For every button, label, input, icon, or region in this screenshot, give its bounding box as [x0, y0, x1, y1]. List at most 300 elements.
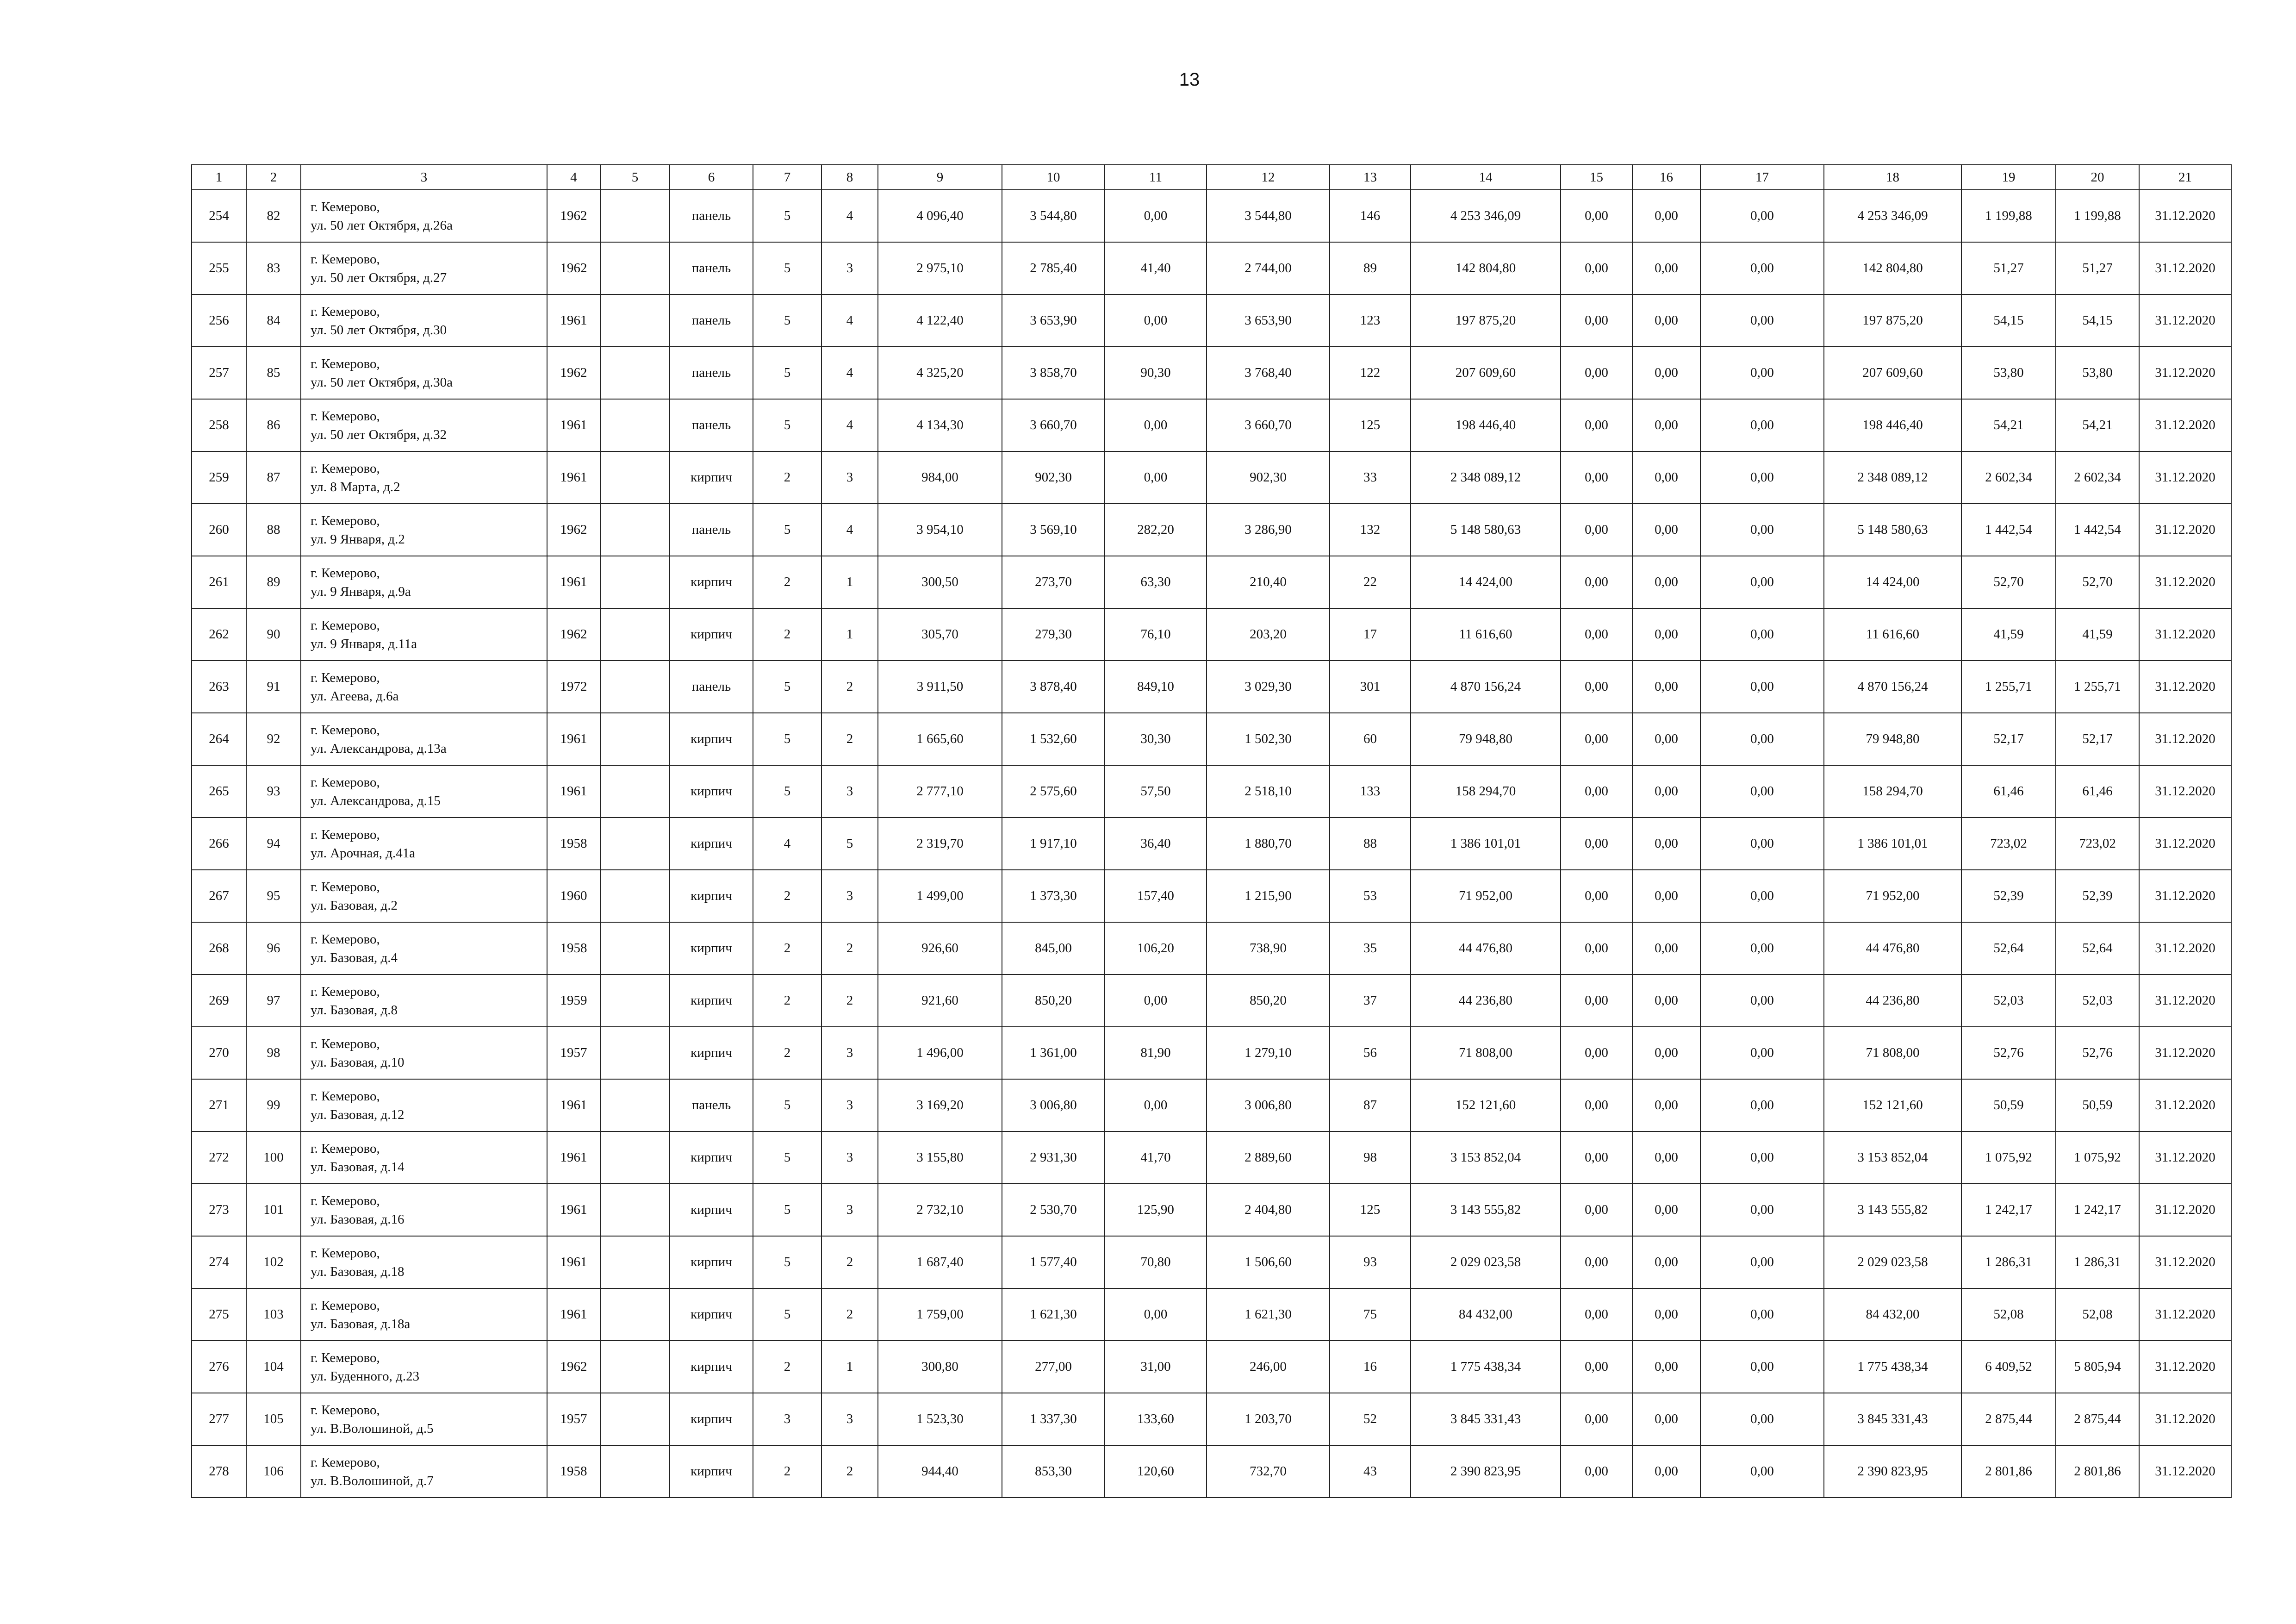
table-row [192, 1288, 2231, 1341]
cell-col-21: 31.12.2020 [2139, 870, 2231, 922]
cell-col-19: 6 409,52 [1961, 1341, 2056, 1393]
address-cell [301, 294, 547, 347]
cell-col-11: 36,40 [1105, 818, 1207, 870]
cell-col-10: 3 544,80 [1002, 190, 1105, 242]
cell-col-10: 2 785,40 [1002, 242, 1105, 294]
cell-col-10: 277,00 [1002, 1341, 1105, 1393]
cell-col-4: 1962 [547, 347, 600, 399]
cell-col-12: 3 286,90 [1207, 504, 1330, 556]
cell-col-7: 5 [753, 713, 821, 765]
cell-col-2: 102 [246, 1236, 301, 1288]
cell-col-7: 2 [753, 608, 821, 661]
address-cell [301, 242, 547, 294]
cell-col-9: 300,80 [878, 1341, 1002, 1393]
address-cell [301, 974, 547, 1027]
cell-col-16: 0,00 [1632, 818, 1700, 870]
address-city: г. Кемерово, [311, 565, 380, 581]
column-header: 2 [246, 165, 301, 190]
cell-col-17: 0,00 [1700, 1393, 1824, 1445]
address-city: г. Кемерово, [311, 618, 380, 633]
cell-col-18: 3 153 852,04 [1824, 1131, 1961, 1184]
cell-col-19: 41,59 [1961, 608, 2056, 661]
cell-col-8: 4 [821, 347, 878, 399]
table-row [192, 1027, 2231, 1079]
cell-col-18: 71 952,00 [1824, 870, 1961, 922]
cell-col-19: 53,80 [1961, 347, 2056, 399]
cell-col-19: 2 602,34 [1961, 451, 2056, 504]
cell-col-16: 0,00 [1632, 974, 1700, 1027]
table-row [192, 765, 2231, 818]
cell-col-6: кирпич [670, 556, 753, 608]
address-city: г. Кемерово, [311, 1350, 380, 1365]
address-cell [301, 1288, 547, 1341]
cell-col-4: 1961 [547, 294, 600, 347]
cell-col-12: 2 744,00 [1207, 242, 1330, 294]
cell-col-18: 198 446,40 [1824, 399, 1961, 451]
cell-col-14: 207 609,60 [1411, 347, 1561, 399]
cell-col-19: 1 242,17 [1961, 1184, 2056, 1236]
address-street: ул. Базовая, д.16 [311, 1212, 404, 1227]
address-street: ул. В.Волошиной, д.7 [311, 1473, 434, 1488]
cell-col-10: 845,00 [1002, 922, 1105, 974]
cell-col-21: 31.12.2020 [2139, 713, 2231, 765]
cell-col-5 [600, 818, 670, 870]
cell-col-4: 1961 [547, 556, 600, 608]
cell-col-12: 3 660,70 [1207, 399, 1330, 451]
cell-col-11: 31,00 [1105, 1341, 1207, 1393]
cell-col-14: 2 348 089,12 [1411, 451, 1561, 504]
cell-col-9: 2 777,10 [878, 765, 1002, 818]
cell-col-5 [600, 1131, 670, 1184]
cell-col-18: 3 845 331,43 [1824, 1393, 1961, 1445]
column-header: 6 [670, 165, 753, 190]
table-row [192, 1341, 2231, 1393]
cell-col-17: 0,00 [1700, 242, 1824, 294]
cell-col-10: 3 569,10 [1002, 504, 1105, 556]
table-body [192, 190, 2231, 1498]
cell-col-5 [600, 1288, 670, 1341]
cell-col-7: 5 [753, 661, 821, 713]
column-header: 15 [1561, 165, 1632, 190]
cell-col-8: 4 [821, 399, 878, 451]
cell-col-7: 5 [753, 1288, 821, 1341]
cell-col-6: панель [670, 1079, 753, 1131]
cell-col-4: 1958 [547, 818, 600, 870]
cell-col-13: 17 [1330, 608, 1411, 661]
cell-col-5 [600, 556, 670, 608]
cell-col-12: 902,30 [1207, 451, 1330, 504]
column-header: 5 [600, 165, 670, 190]
column-header: 10 [1002, 165, 1105, 190]
cell-col-4: 1959 [547, 974, 600, 1027]
cell-col-7: 5 [753, 1079, 821, 1131]
cell-col-11: 106,20 [1105, 922, 1207, 974]
cell-col-1: 265 [192, 765, 246, 818]
cell-col-15: 0,00 [1561, 1236, 1632, 1288]
cell-col-14: 197 875,20 [1411, 294, 1561, 347]
cell-col-4: 1961 [547, 1131, 600, 1184]
cell-col-1: 261 [192, 556, 246, 608]
cell-col-14: 11 616,60 [1411, 608, 1561, 661]
cell-col-2: 101 [246, 1184, 301, 1236]
cell-col-14: 142 804,80 [1411, 242, 1561, 294]
cell-col-8: 2 [821, 1236, 878, 1288]
cell-col-7: 2 [753, 922, 821, 974]
cell-col-14: 44 476,80 [1411, 922, 1561, 974]
address-street: ул. Буденного, д.23 [311, 1368, 420, 1384]
cell-col-8: 3 [821, 765, 878, 818]
cell-col-11: 133,60 [1105, 1393, 1207, 1445]
cell-col-12: 1 880,70 [1207, 818, 1330, 870]
cell-col-20: 54,21 [2056, 399, 2139, 451]
cell-col-1: 257 [192, 347, 246, 399]
cell-col-15: 0,00 [1561, 1288, 1632, 1341]
address-cell [301, 556, 547, 608]
cell-col-10: 3 878,40 [1002, 661, 1105, 713]
cell-col-16: 0,00 [1632, 504, 1700, 556]
cell-col-13: 89 [1330, 242, 1411, 294]
cell-col-20: 1 199,88 [2056, 190, 2139, 242]
cell-col-10: 902,30 [1002, 451, 1105, 504]
cell-col-5 [600, 451, 670, 504]
cell-col-6: кирпич [670, 1184, 753, 1236]
cell-col-1: 270 [192, 1027, 246, 1079]
cell-col-2: 106 [246, 1445, 301, 1498]
cell-col-5 [600, 1184, 670, 1236]
cell-col-5 [600, 1236, 670, 1288]
cell-col-15: 0,00 [1561, 974, 1632, 1027]
cell-col-19: 2 875,44 [1961, 1393, 2056, 1445]
cell-col-15: 0,00 [1561, 1079, 1632, 1131]
cell-col-7: 2 [753, 451, 821, 504]
cell-col-12: 1 506,60 [1207, 1236, 1330, 1288]
cell-col-10: 850,20 [1002, 974, 1105, 1027]
cell-col-18: 3 143 555,82 [1824, 1184, 1961, 1236]
cell-col-20: 52,70 [2056, 556, 2139, 608]
cell-col-13: 37 [1330, 974, 1411, 1027]
cell-col-17: 0,00 [1700, 974, 1824, 1027]
cell-col-5 [600, 661, 670, 713]
cell-col-6: кирпич [670, 765, 753, 818]
cell-col-9: 4 325,20 [878, 347, 1002, 399]
cell-col-16: 0,00 [1632, 608, 1700, 661]
address-street: ул. Базовая, д.18 [311, 1264, 404, 1279]
cell-col-13: 122 [1330, 347, 1411, 399]
cell-col-11: 90,30 [1105, 347, 1207, 399]
address-street: ул. 50 лет Октября, д.26а [311, 218, 453, 233]
cell-col-15: 0,00 [1561, 399, 1632, 451]
cell-col-7: 5 [753, 765, 821, 818]
address-street: ул. Александрова, д.15 [311, 793, 441, 808]
cell-col-11: 0,00 [1105, 1079, 1207, 1131]
address-city: г. Кемерово, [311, 304, 380, 319]
cell-col-10: 273,70 [1002, 556, 1105, 608]
address-city: г. Кемерово, [311, 1455, 380, 1470]
cell-col-17: 0,00 [1700, 1445, 1824, 1498]
address-street: ул. В.Волошиной, д.5 [311, 1421, 434, 1436]
cell-col-2: 104 [246, 1341, 301, 1393]
address-street: ул. 50 лет Октября, д.30 [311, 322, 447, 337]
cell-col-12: 3 029,30 [1207, 661, 1330, 713]
cell-col-6: панель [670, 242, 753, 294]
column-header: 14 [1411, 165, 1561, 190]
cell-col-8: 2 [821, 1288, 878, 1341]
cell-col-2: 88 [246, 504, 301, 556]
table-row [192, 922, 2231, 974]
cell-col-2: 92 [246, 713, 301, 765]
cell-col-14: 2 029 023,58 [1411, 1236, 1561, 1288]
cell-col-16: 0,00 [1632, 713, 1700, 765]
cell-col-11: 70,80 [1105, 1236, 1207, 1288]
cell-col-8: 3 [821, 1027, 878, 1079]
cell-col-8: 3 [821, 870, 878, 922]
cell-col-8: 1 [821, 556, 878, 608]
cell-col-11: 30,30 [1105, 713, 1207, 765]
cell-col-21: 31.12.2020 [2139, 1027, 2231, 1079]
address-street: ул. 8 Марта, д.2 [311, 479, 400, 494]
cell-col-9: 4 122,40 [878, 294, 1002, 347]
cell-col-21: 31.12.2020 [2139, 1131, 2231, 1184]
column-header: 3 [301, 165, 547, 190]
cell-col-2: 98 [246, 1027, 301, 1079]
cell-col-14: 44 236,80 [1411, 974, 1561, 1027]
cell-col-20: 1 442,54 [2056, 504, 2139, 556]
cell-col-20: 41,59 [2056, 608, 2139, 661]
cell-col-21: 31.12.2020 [2139, 1445, 2231, 1498]
cell-col-8: 3 [821, 1184, 878, 1236]
cell-col-16: 0,00 [1632, 1079, 1700, 1131]
cell-col-1: 271 [192, 1079, 246, 1131]
cell-col-21: 31.12.2020 [2139, 661, 2231, 713]
table-row [192, 190, 2231, 242]
cell-col-13: 133 [1330, 765, 1411, 818]
cell-col-4: 1961 [547, 713, 600, 765]
address-street: ул. 50 лет Октября, д.32 [311, 427, 447, 442]
cell-col-4: 1961 [547, 1288, 600, 1341]
cell-col-19: 1 442,54 [1961, 504, 2056, 556]
cell-col-17: 0,00 [1700, 870, 1824, 922]
cell-col-5 [600, 713, 670, 765]
cell-col-19: 1 199,88 [1961, 190, 2056, 242]
cell-col-8: 1 [821, 608, 878, 661]
cell-col-20: 2 602,34 [2056, 451, 2139, 504]
cell-col-15: 0,00 [1561, 870, 1632, 922]
cell-col-2: 93 [246, 765, 301, 818]
cell-col-20: 51,27 [2056, 242, 2139, 294]
cell-col-6: панель [670, 504, 753, 556]
cell-col-18: 14 424,00 [1824, 556, 1961, 608]
cell-col-5 [600, 1445, 670, 1498]
table-row [192, 1445, 2231, 1498]
cell-col-14: 2 390 823,95 [1411, 1445, 1561, 1498]
cell-col-6: кирпич [670, 1131, 753, 1184]
cell-col-19: 1 255,71 [1961, 661, 2056, 713]
cell-col-4: 1961 [547, 451, 600, 504]
cell-col-16: 0,00 [1632, 347, 1700, 399]
cell-col-10: 279,30 [1002, 608, 1105, 661]
cell-col-14: 3 143 555,82 [1411, 1184, 1561, 1236]
cell-col-5 [600, 1079, 670, 1131]
cell-col-20: 2 801,86 [2056, 1445, 2139, 1498]
cell-col-21: 31.12.2020 [2139, 974, 2231, 1027]
cell-col-11: 120,60 [1105, 1445, 1207, 1498]
column-header: 1 [192, 165, 246, 190]
cell-col-12: 1 502,30 [1207, 713, 1330, 765]
cell-col-14: 3 845 331,43 [1411, 1393, 1561, 1445]
cell-col-18: 44 476,80 [1824, 922, 1961, 974]
address-cell [301, 451, 547, 504]
address-cell [301, 608, 547, 661]
cell-col-4: 1962 [547, 504, 600, 556]
cell-col-19: 52,08 [1961, 1288, 2056, 1341]
address-city: г. Кемерово, [311, 461, 380, 476]
address-street: ул. Базовая, д.2 [311, 898, 398, 913]
cell-col-8: 4 [821, 190, 878, 242]
cell-col-15: 0,00 [1561, 1027, 1632, 1079]
cell-col-10: 3 006,80 [1002, 1079, 1105, 1131]
cell-col-9: 1 687,40 [878, 1236, 1002, 1288]
cell-col-21: 31.12.2020 [2139, 556, 2231, 608]
cell-col-1: 275 [192, 1288, 246, 1341]
cell-col-17: 0,00 [1700, 765, 1824, 818]
cell-col-18: 2 390 823,95 [1824, 1445, 1961, 1498]
cell-col-20: 52,08 [2056, 1288, 2139, 1341]
cell-col-20: 52,03 [2056, 974, 2139, 1027]
address-cell [301, 504, 547, 556]
table-row [192, 713, 2231, 765]
cell-col-9: 3 169,20 [878, 1079, 1002, 1131]
cell-col-11: 63,30 [1105, 556, 1207, 608]
cell-col-21: 31.12.2020 [2139, 1393, 2231, 1445]
cell-col-2: 89 [246, 556, 301, 608]
cell-col-1: 269 [192, 974, 246, 1027]
cell-col-13: 56 [1330, 1027, 1411, 1079]
cell-col-17: 0,00 [1700, 190, 1824, 242]
cell-col-9: 984,00 [878, 451, 1002, 504]
cell-col-21: 31.12.2020 [2139, 922, 2231, 974]
cell-col-11: 282,20 [1105, 504, 1207, 556]
cell-col-9: 944,40 [878, 1445, 1002, 1498]
cell-col-19: 52,03 [1961, 974, 2056, 1027]
cell-col-20: 52,17 [2056, 713, 2139, 765]
cell-col-11: 849,10 [1105, 661, 1207, 713]
cell-col-1: 263 [192, 661, 246, 713]
cell-col-10: 1 577,40 [1002, 1236, 1105, 1288]
address-street: ул. Базовая, д.8 [311, 1002, 398, 1018]
cell-col-2: 95 [246, 870, 301, 922]
cell-col-8: 3 [821, 1131, 878, 1184]
address-city: г. Кемерово, [311, 1298, 380, 1313]
cell-col-20: 52,39 [2056, 870, 2139, 922]
cell-col-9: 1 523,30 [878, 1393, 1002, 1445]
cell-col-13: 43 [1330, 1445, 1411, 1498]
column-header: 9 [878, 165, 1002, 190]
cell-col-16: 0,00 [1632, 1131, 1700, 1184]
cell-col-2: 90 [246, 608, 301, 661]
cell-col-16: 0,00 [1632, 1184, 1700, 1236]
cell-col-18: 71 808,00 [1824, 1027, 1961, 1079]
cell-col-18: 2 348 089,12 [1824, 451, 1961, 504]
cell-col-4: 1962 [547, 1341, 600, 1393]
cell-col-13: 123 [1330, 294, 1411, 347]
cell-col-16: 0,00 [1632, 661, 1700, 713]
cell-col-11: 57,50 [1105, 765, 1207, 818]
cell-col-19: 1 286,31 [1961, 1236, 2056, 1288]
address-cell [301, 1131, 547, 1184]
cell-col-20: 61,46 [2056, 765, 2139, 818]
cell-col-20: 54,15 [2056, 294, 2139, 347]
cell-col-14: 4 253 346,09 [1411, 190, 1561, 242]
cell-col-16: 0,00 [1632, 922, 1700, 974]
cell-col-19: 54,21 [1961, 399, 2056, 451]
cell-col-18: 84 432,00 [1824, 1288, 1961, 1341]
address-street: ул. Арочная, д.41а [311, 845, 416, 861]
table-row [192, 818, 2231, 870]
cell-col-15: 0,00 [1561, 556, 1632, 608]
cell-col-17: 0,00 [1700, 1131, 1824, 1184]
cell-col-10: 1 361,00 [1002, 1027, 1105, 1079]
cell-col-14: 3 153 852,04 [1411, 1131, 1561, 1184]
cell-col-8: 3 [821, 451, 878, 504]
cell-col-7: 4 [753, 818, 821, 870]
cell-col-7: 2 [753, 1445, 821, 1498]
cell-col-2: 96 [246, 922, 301, 974]
address-city: г. Кемерово, [311, 827, 380, 842]
cell-col-13: 125 [1330, 1184, 1411, 1236]
cell-col-21: 31.12.2020 [2139, 1079, 2231, 1131]
cell-col-21: 31.12.2020 [2139, 1236, 2231, 1288]
cell-col-13: 146 [1330, 190, 1411, 242]
cell-col-21: 31.12.2020 [2139, 765, 2231, 818]
cell-col-1: 277 [192, 1393, 246, 1445]
cell-col-12: 203,20 [1207, 608, 1330, 661]
address-city: г. Кемерово, [311, 1088, 380, 1104]
cell-col-20: 1 286,31 [2056, 1236, 2139, 1288]
cell-col-5 [600, 1341, 670, 1393]
cell-col-5 [600, 294, 670, 347]
cell-col-8: 3 [821, 1393, 878, 1445]
cell-col-9: 3 954,10 [878, 504, 1002, 556]
column-header: 19 [1961, 165, 2056, 190]
cell-col-20: 5 805,94 [2056, 1341, 2139, 1393]
cell-col-17: 0,00 [1700, 451, 1824, 504]
cell-col-19: 50,59 [1961, 1079, 2056, 1131]
address-city: г. Кемерово, [311, 1245, 380, 1261]
address-cell [301, 818, 547, 870]
cell-col-4: 1958 [547, 922, 600, 974]
cell-col-18: 4 870 156,24 [1824, 661, 1961, 713]
cell-col-11: 41,70 [1105, 1131, 1207, 1184]
cell-col-15: 0,00 [1561, 1131, 1632, 1184]
cell-col-14: 1 386 101,01 [1411, 818, 1561, 870]
cell-col-1: 278 [192, 1445, 246, 1498]
address-cell [301, 1079, 547, 1131]
cell-col-17: 0,00 [1700, 1341, 1824, 1393]
address-city: г. Кемерово, [311, 199, 380, 214]
table-row [192, 1393, 2231, 1445]
address-city: г. Кемерово, [311, 1402, 380, 1418]
cell-col-19: 52,39 [1961, 870, 2056, 922]
cell-col-19: 52,76 [1961, 1027, 2056, 1079]
table-row [192, 242, 2231, 294]
cell-col-2: 82 [246, 190, 301, 242]
cell-col-11: 81,90 [1105, 1027, 1207, 1079]
address-city: г. Кемерово, [311, 1036, 380, 1051]
cell-col-12: 732,70 [1207, 1445, 1330, 1498]
cell-col-7: 5 [753, 294, 821, 347]
cell-col-7: 5 [753, 1184, 821, 1236]
cell-col-11: 76,10 [1105, 608, 1207, 661]
